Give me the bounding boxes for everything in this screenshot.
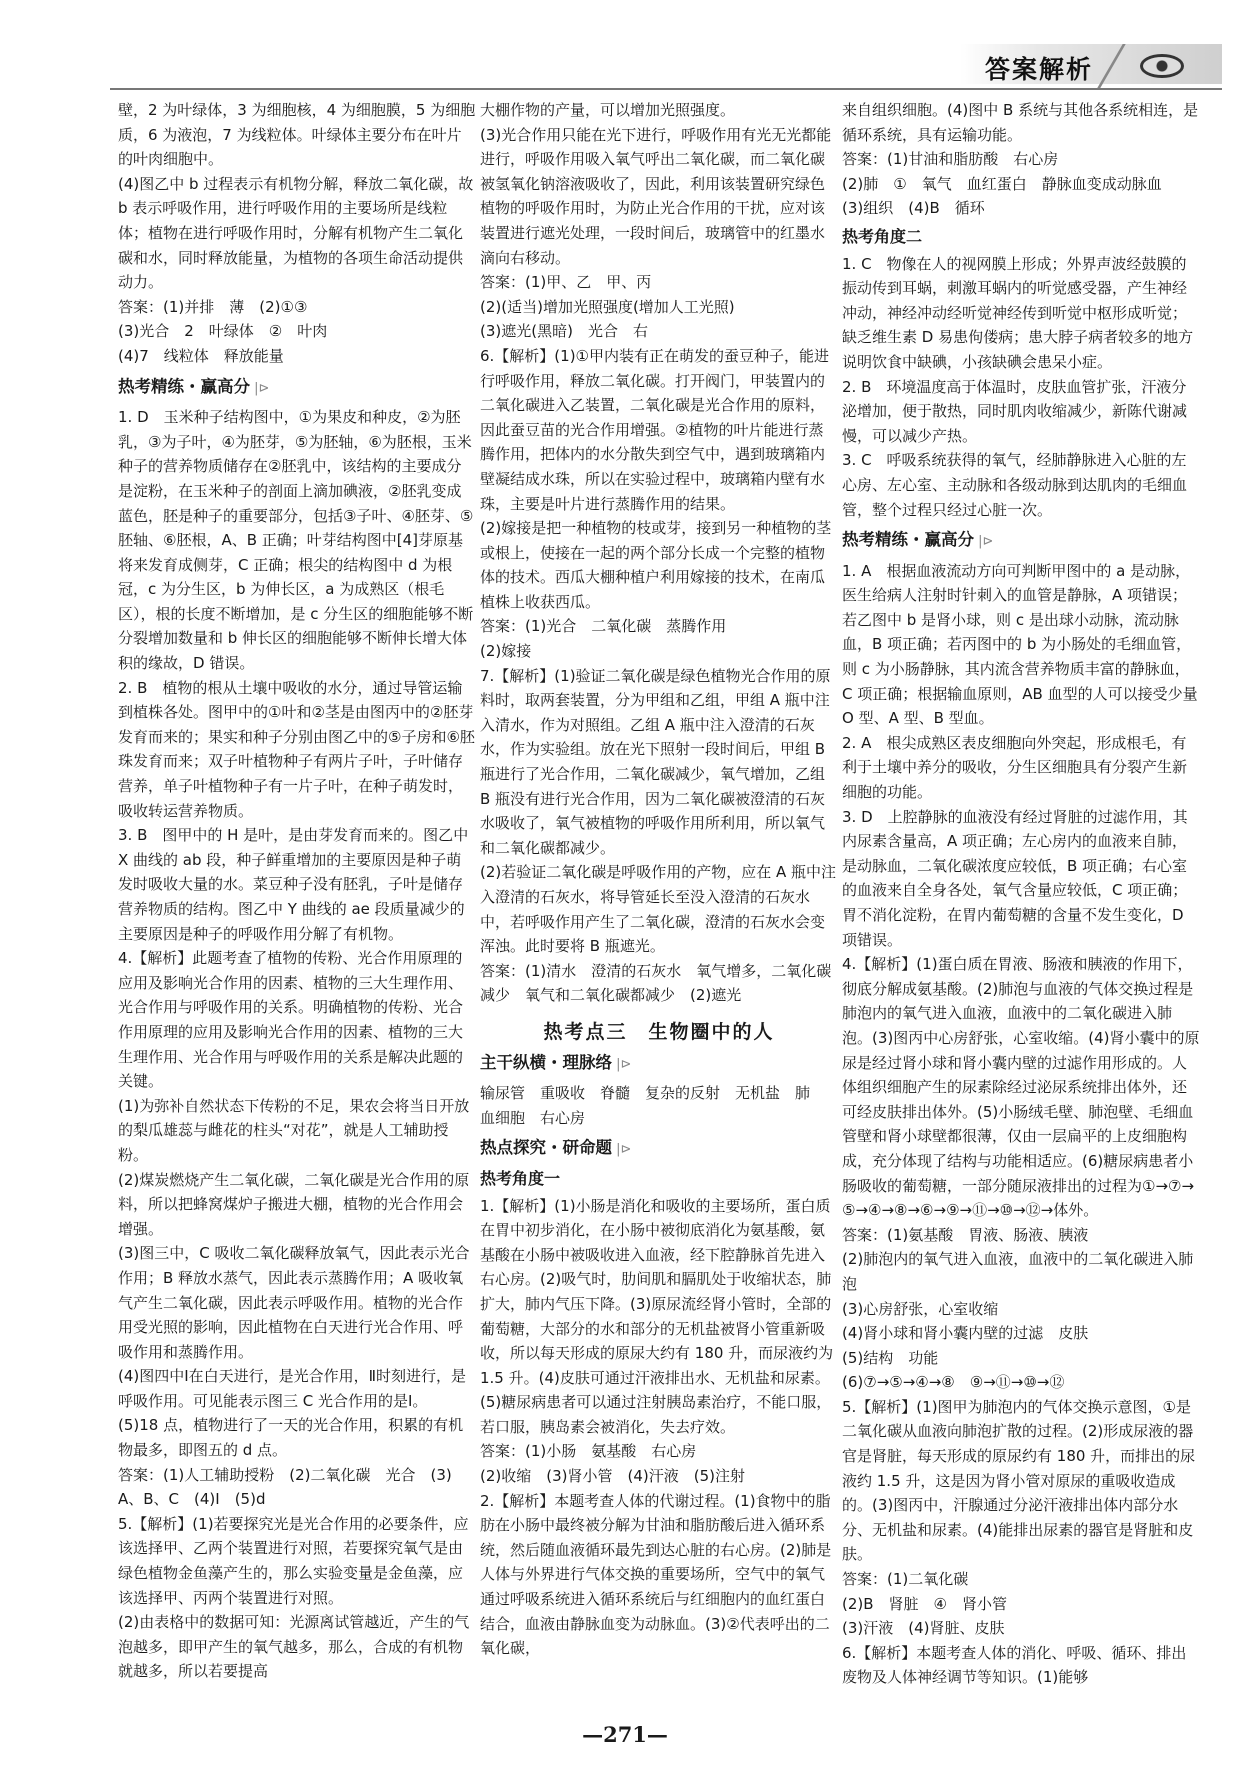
- paragraph: (4)图乙中 b 过程表示有机物分解，释放二氧化碳，故 b 表示呼吸作用，进行呼吸作用的主要场所是线粒体；植物在进行呼吸作用时，分解有机物产生二氧化碳和水，同时释放能量，为植物的各项生命活动提供动力。: [118, 174, 474, 292]
- question-3: 3. B 图甲中的 H 是叶，是由芽发育而来的。图乙中 X 曲线的 ab 段，种子鲜重增加的主要原因是种子萌发时吸收大量的水。菜豆种子没有胚乳，子叶是储存营养物质的结构。图乙中 Y 曲线的 ae 段质量减少的主要原因是种子的呼吸作用分解了有机物。: [118, 826, 469, 943]
- question-2: 2. B 环境温度高于体温时，皮肤血管扩张，汗液分泌增加，便于散热，同时肌肉收缩减少，新陈代谢减慢，可以减少产热。: [842, 377, 1188, 445]
- paragraph: 壁，2 为叶绿体，3 为细胞核，4 为细胞膜，5 为细胞质，6 为液泡，7 为线粒体。叶绿体主要分布在叶片的叶肉细胞中。: [118, 101, 476, 169]
- answer-line: (3)汗液 (4)肾脏、皮肤: [842, 1619, 1005, 1638]
- eye-logo-icon: [1140, 54, 1184, 78]
- question-3: 3. D 上腔静脉的血液没有经过肾脏的过滤作用，其内尿素含量高，A 项正确；左心房内的血液来自肺，是动脉血，二氧化碳浓度应较低，B 项正确；右心室的血液来自全身各处，氧气含量应较低，C 项正确；胃不消化淀粉，在胃内葡萄糖的含量不发生变化，D 项错误。: [842, 807, 1188, 949]
- question-1: 1.【解析】(1)小肠是消化和吸收的主要场所，蛋白质在胃中初步消化，在小肠中被彻底消化为氨基酸，氨基酸在小肠中被吸收进入血液，经下腔静脉首先进入右心房。(2)吸气时，肋间肌和膈肌处于收缩状态，肺扩大，肺内气压下降。(3)原尿流经肾小管时，全部的葡萄糖，大部分的水和部分的无机盐被肾小管重新吸收，所以每天形成的原尿大约有 180 升，而尿液约为 1.5 升。(4)皮肤可通过汗液排出水、无机盐和尿素。(5)糖尿病患者可以通过注射胰岛素治疗，不能口服，若口服，胰岛素会被消化，失去疗效。: [480, 1196, 834, 1436]
- page-header-title: 答案解析: [985, 55, 1094, 84]
- answer-line: (3)组织 (4)B 循环: [842, 199, 985, 218]
- answer-line: (3)心房舒张，心室收缩: [842, 1299, 999, 1318]
- answer-line: (2)肺泡内的氧气进入血液，血液中的二氧化碳进入肺泡: [842, 1250, 1194, 1293]
- paragraph: (4)图四中Ⅰ在白天进行，是光合作用，Ⅱ时刻进行，是呼吸作用。可见能表示图三 C 光合作用的是Ⅰ。: [118, 1367, 467, 1410]
- question-2: 2. A 根尖成熟区表皮细胞向外突起，形成根毛，有利于土壤中养分的吸收，分生区细胞具有分裂产生新细胞的功能。: [842, 733, 1188, 802]
- answer-line: (3)光合 2 叶绿体 ② 叶肉: [118, 322, 328, 341]
- question-3: 3. C 呼吸系统获得的氧气，经肺静脉进入心脏的左心房、左心室、主动脉和各级动脉到达肌肉的毛细血管，整个过程只经过心脏一次。: [842, 451, 1188, 519]
- question-6: 6.【解析】本题考查人体的消化、呼吸、循环、排出废物及人体神经调节等知识。(1)能够: [842, 1643, 1187, 1687]
- column-right: [842, 98, 1200, 1690]
- paragraph: (3)光合作用只能在光下进行，呼吸作用有光无光都能进行，呼吸作用吸入氧气呼出二氧化碳，而二氧化碳被氢氧化钠溶液吸收了，因此，利用该装置研究绿色植物的呼吸作用时，为防止光合作用的干扰，应对该装置进行遮光处理，一段时间后，玻璃管中的红墨水滴向右移动。: [480, 125, 832, 267]
- question-2: 2. B 植物的根从土壤中吸收的水分，通过导管运输到植株各处。图甲中的①叶和②茎是由图丙中的②胚芽发育而来的；果实和种子分别由图乙中的⑤子房和⑥胚珠发育而来；双子叶植物种子有两片子叶，子叶储存营养，单子叶植物种子有一片子叶，在种子萌发时，吸收转运营养物质。: [118, 678, 475, 820]
- question-5: 5.【解析】(1)图甲为肺泡内的气体交换示意图，①是二氧化碳从血液向肺泡扩散的过程。(2)形成尿液的器官是肾脏，每天形成的原尿约有 180 升，而排出的尿液约 1.5 升，这是因为肾小管对原尿的重吸收造成的。(3)图丙中，汗腺通过分泌汗液排出体内部分水分、无机盐和尿素。(4)能排出尿素的器官是肾脏和皮肤。: [842, 1397, 1196, 1564]
- answer-line: (2)(适当)增加光照强度(增加人工光照): [480, 297, 735, 316]
- answer-line: 答案：(1)甲、乙 甲、丙: [480, 273, 652, 292]
- answer-line: (4)肾小球和肾小囊内壁的过滤 皮肤: [842, 1324, 1089, 1343]
- subsection-heading: 热考角度一: [480, 1168, 561, 1188]
- answer-line: 答案：(1)小肠 氨基酸 右心房: [480, 1442, 697, 1461]
- question-1: 1. D 玉米种子结构图中，①为果皮和种皮，②为胚乳，③为子叶，④为胚芽，⑤为胚轴，⑥为胚根，玉米种子的营养物质储存在②胚乳中，该结构的主要成分是淀粉，在玉米种子的剖面上滴加碘液，②胚乳变成蓝色，胚是种子的重要部分，包括③子叶、④胚芽、⑤胚轴、⑥胚根，A、B 正确；叶芽结构图中[4]芽原基将来发育成侧芽，C 正确；根尖的结构图中 d 为根冠，c 为分生区，b 为伸长区，a 为成熟区（根毛区），根的长度不断增加，是 c 分生区的细胞能够不断分裂增加数量和 b 伸长区的细胞能够不断伸长增大体积的缘故，D 错误。: [118, 408, 474, 673]
- question-4: 4.【解析】(1)蛋白质在胃液、肠液和胰液的作用下，彻底分解成氨基酸。(2)肺泡与血液的气体交换过程是肺泡内的氧气进入血液，血液中的二氧化碳进入肺泡。(3)图丙中心房舒张，心室收缩。(4)肾小囊中的原尿是经过肾小球和肾小囊内壁的过滤作用形成的。人体组织细胞产生的尿素除经过泌尿系统排出体外，还可经皮肤排出体外。(5)小肠绒毛壁、肺泡壁、毛细血管壁和肾小球壁都很薄，仅由一层扁平的上皮细胞构成，充分体现了结构与功能相适应。(6)糖尿病患者小肠吸收的葡萄糖，一部分随尿液排出的过程为①→⑦→⑤→④→⑧→⑥→⑨→⑪→⑩→⑫→体外。: [842, 955, 1200, 1220]
- answer-line: (6)⑦→⑤→④→⑧ ⑨→⑪→⑩→⑫: [842, 1373, 1065, 1392]
- answer-line: (2)肺 ① 氧气 血红蛋白 静脉血变成动脉血: [842, 174, 1162, 193]
- header-rule: [110, 88, 1222, 90]
- section-heading: 主干纵横・理脉络 |⊳: [480, 1051, 838, 1078]
- section-heading: 热考精练・赢高分 |⊳: [842, 528, 1200, 555]
- answer-line: (2)收缩 (3)肾小管 (4)汗液 (5)注射: [480, 1467, 745, 1486]
- answer-line: 答案：(1)甘油和脂肪酸 右心房: [842, 150, 1059, 169]
- answer-line: (2)嫁接: [480, 642, 532, 661]
- question-2: 2.【解析】本题考查人体的代谢过程。(1)食物中的脂肪在小肠中最终被分解为甘油和脂肪酸后进入循环系统，然后随血液循环最先到达心脏的右心房。(2)肺是人体与外界进行气体交换的重要场所，空气中的氧气通过呼吸系统进入循环系统后与红细胞内的血红蛋白结合，血液由静脉血变为动脉血。(3)②代表呼出的二氧化碳，: [480, 1491, 832, 1658]
- question-6: 6.【解析】(1)①甲内装有正在萌发的蚕豆种子，能进行呼吸作用，释放二氧化碳。打开阀门，甲装置内的二氧化碳进入乙装置，二氧化碳是光合作用的原料，因此蚕豆苗的光合作用增强。②植物的叶片能进行蒸腾作用，把体内的水分散失到空气中，遇到玻璃箱内壁凝结成水珠，所以在实验过程中，玻璃箱内壁有水珠，主要是叶片进行蒸腾作用的结果。: [480, 346, 830, 513]
- keyword-list: 输尿管 重吸收 脊髓 复杂的反射 无机盐 肺 血细胞 右心房: [480, 1084, 826, 1127]
- paragraph: (3)图三中，C 吸收二氧化碳释放氧气，因此表示光合作用；B 释放水蒸气，因此表示蒸腾作用；A 吸收氧气产生二氧化碳，因此表示呼吸作用。植物的光合作用受光照的影响，因此植物在白天进行光合作用、呼吸作用和蒸腾作用。: [118, 1244, 470, 1361]
- page-number: —271—: [582, 1722, 668, 1747]
- subsection-heading: 热考角度二: [842, 226, 923, 246]
- answer-line: 答案：(1)二氧化碳: [842, 1570, 969, 1589]
- answer-line: 答案：(1)光合 二氧化碳 蒸腾作用: [480, 617, 727, 636]
- question-4: 4.【解析】此题考查了植物的传粉、光合作用原理的应用及影响光合作用的因素、植物的三大生理作用、光合作用与呼吸作用的关系。明确植物的传粉、光合作用原理的应用及影响光合作用的因素、植物的三大生理作用、光合作用与呼吸作用的关系是解决此题的关键。: [118, 949, 464, 1091]
- section-heading: 热点探究・研命题 |⊳: [480, 1136, 838, 1163]
- answer-line: (5)结构 功能: [842, 1348, 939, 1367]
- paragraph: (2)由表格中的数据可知：光源离试管越近，产生的气泡越多，即甲产生的氧气越多，那么，合成的有机物就越多，所以若要提高: [118, 1613, 470, 1681]
- chapter-title: 热考点三 生物圈中的人: [543, 1020, 775, 1043]
- paragraph: (2)若验证二氧化碳是呼吸作用的产物，应在 A 瓶中注入澄清的石灰水，将导管延长至没入澄清的石灰水中，若呼吸作用产生了二氧化碳，澄清的石灰水会变浑浊。此时要将 B 瓶遮光。: [480, 863, 837, 956]
- question-1: 1. A 根据血液流动方向可判断甲图中的 a 是动脉，医生给病人注射时针刺入的血管是静脉，A 项错误；若乙图中 b 是肾小球，则 c 是出球小动脉，流动脉血，B 项正确；若丙图中的 b 为小肠处的毛细血管，则 c 为小肠静脉，其内流含营养物质丰富的静脉血，C 项正确；根据输血原则，AB 血型的人可以接受少量 O 型、A 型、B 型血。: [842, 561, 1198, 728]
- column-middle: [480, 98, 838, 1661]
- answer-line: (3)遮光(黑暗) 光合 右: [480, 322, 648, 341]
- answer-line: (4)7 线粒体 释放能量: [118, 346, 284, 365]
- question-5: 5.【解析】(1)若要探究光是光合作用的必要条件，应该选择甲、乙两个装置进行对照，若要探究氧气是由绿色植物金鱼藻产生的，那么实验变量是金鱼藻，应该选择甲、丙两个装置进行对照。: [118, 1514, 469, 1607]
- paragraph: (2)煤炭燃烧产生二氧化碳，二氧化碳是光合作用的原料，所以把蜂窝煤炉子搬进大棚，植物的光合作用会增强。: [118, 1170, 470, 1238]
- paragraph: 来自组织细胞。(4)图中 B 系统与其他各系统相连，是循环系统，具有运输功能。: [842, 101, 1199, 144]
- answer-line: 答案：(1)清水 澄清的石灰水 氧气增多，二氧化碳减少 氧气和二氧化碳都减少 (2)遮光: [480, 961, 832, 1005]
- paragraph: (1)为弥补自然状态下传粉的不足，果农会将当日开放的梨瓜雄蕊与雌花的柱头“对花”，就是人工辅助授粉。: [118, 1096, 470, 1164]
- answer-line: 答案：(1)并排 薄 (2)①③: [118, 297, 308, 316]
- paragraph: (5)18 点，植物进行了一天的光合作用，积累的有机物最多，即图五的 d 点。: [118, 1416, 464, 1460]
- answer-line: (2)B 肾脏 ④ 肾小管: [842, 1594, 1007, 1613]
- question-7: 7.【解析】(1)验证二氧化碳是绿色植物光合作用的原料时，取两套装置，分为甲组和乙组，甲组 A 瓶中注入清水，作为对照组。乙组 A 瓶中注入澄清的石灰水，作为实验组。放在光下照射一段时间后，甲组 B 瓶进行了光合作用，二氧化碳减少，氧气增加，乙组 B 瓶没有进行光合作用，因为二氧化碳被澄清的石灰水吸收了，氧气被植物的呼吸作用所利用，所以氧气和二氧化碳都减少。: [480, 666, 831, 857]
- answer-line: 答案：(1)人工辅助授粉 (2)二氧化碳 光合 (3)A、B、C (4)Ⅰ (5)d: [118, 1465, 452, 1509]
- question-1: 1. C 物像在人的视网膜上形成；外界声波经鼓膜的振动传到耳蜗，刺激耳蜗内的听觉感受器，产生神经冲动，神经冲动经听觉神经传到听觉中枢形成听觉；缺乏维生素 D 易患佝偻病；患大脖子病者较多的地方说明饮食中缺碘，小孩缺碘会患呆小症。: [842, 254, 1194, 371]
- column-left: [118, 98, 476, 1684]
- answer-line: 答案：(1)氨基酸 胃液、肠液、胰液: [842, 1225, 1089, 1244]
- paragraph: 大棚作物的产量，可以增加光照强度。: [480, 101, 736, 119]
- paragraph: (2)嫁接是把一种植物的枝或芽，接到另一种植物的茎或根上，使接在一起的两个部分长成一个完整的植物体的技术。西瓜大棚种植户利用嫁接的技术，在南瓜植株上收获西瓜。: [480, 519, 832, 611]
- section-heading: 热考精练・赢高分 |⊳: [118, 375, 476, 402]
